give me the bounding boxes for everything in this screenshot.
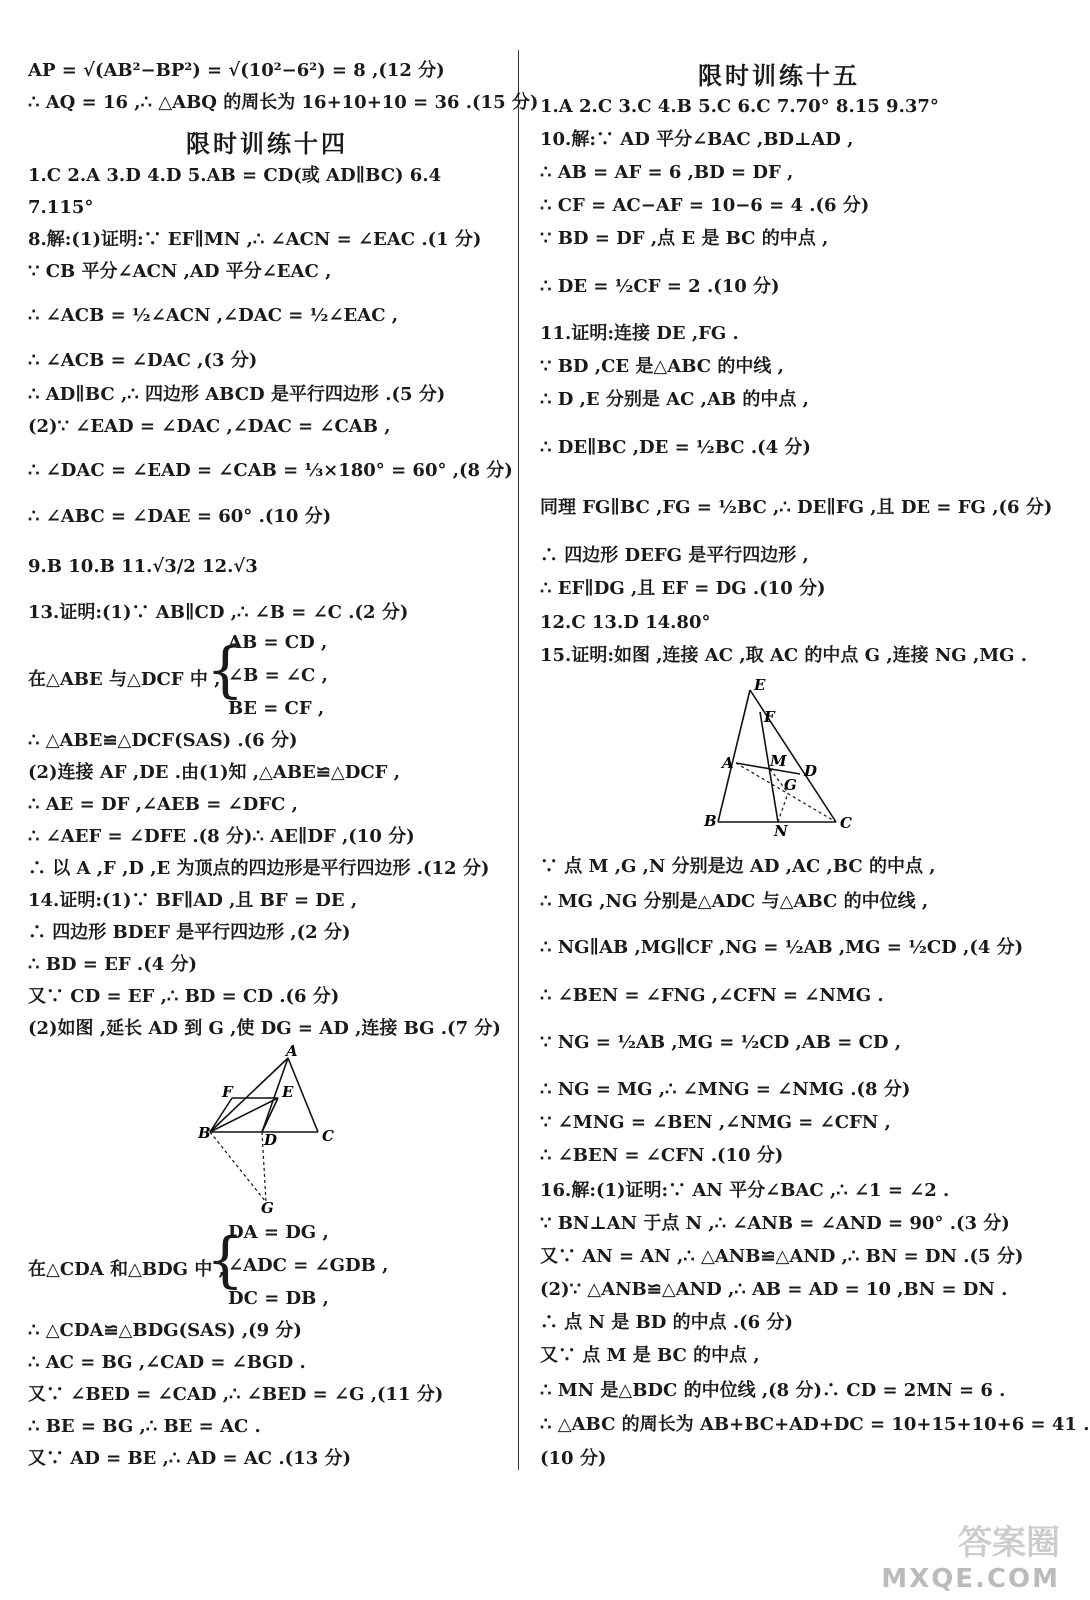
fig-label: A (722, 754, 734, 772)
text-line: ∵ BN⊥AN 于点 N ,∴ ∠ANB = ∠AND = 90° .(3 分) (540, 1213, 1010, 1234)
text-line: ∴ 以 A ,F ,D ,E 为顶点的四边形是平行四边形 .(12 分) (28, 858, 490, 879)
text-line: ∴ ∠BEN = ∠FNG ,∠CFN = ∠NMG . (540, 985, 884, 1006)
answer-line: 12.C 13.D 14.80° (540, 612, 711, 633)
brace-label: 在△ABE 与△DCF 中 , (28, 669, 221, 690)
text-line: (2)如图 ,延长 AD 到 G ,使 DG = AD ,连接 BG .(7 分) (28, 1018, 501, 1039)
text-line: ∴ AB = AF = 6 ,BD = DF , (540, 162, 794, 183)
brace-item: DC = DB , (228, 1288, 329, 1309)
answer-line: 1.C 2.A 3.D 4.D 5.AB = CD(或 AD∥BC) 6.4 (28, 165, 442, 186)
fig-label: F (764, 708, 775, 726)
text-line: (2)∵ △ANB≌△AND ,∴ AB = AD = 10 ,BN = DN . (540, 1279, 1008, 1300)
condition-brace-2 (28, 1222, 448, 1312)
text-line: ∵ NG = ½AB ,MG = ½CD ,AB = CD , (540, 1032, 902, 1053)
text-line: ∵ BD = DF ,点 E 是 BC 的中点 , (540, 228, 829, 249)
fig-label: B (704, 812, 717, 830)
text-line: ∴ BE = BG ,∴ BE = AC . (28, 1416, 261, 1437)
fig-label: N (774, 822, 788, 840)
text-line: ∴ △ABE≌△DCF(SAS) .(6 分) (28, 730, 298, 751)
text-line: ∵ CB 平分∠ACN ,AD 平分∠EAC , (28, 261, 332, 282)
text-line: ∴ DE = ½CF = 2 .(10 分) (540, 276, 780, 297)
text-line: (2)连接 AF ,DE .由(1)知 ,△ABE≌△DCF , (28, 762, 400, 783)
text-line: AP = √(AB²−BP²) = √(10²−6²) = 8 ,(12 分) (28, 60, 445, 81)
text-line: 10.解:∵ AD 平分∠BAC ,BD⊥AD , (540, 129, 854, 150)
brace-symbol: { (206, 635, 245, 705)
text-line: ∴ 四边形 BDEF 是平行四边形 ,(2 分) (28, 922, 351, 943)
text-line: ∴ BD = EF .(4 分) (28, 954, 198, 975)
fig-label: F (222, 1083, 233, 1101)
text-line: ∴ 四边形 DEFG 是平行四边形 , (540, 545, 809, 566)
fig-label: A (286, 1045, 298, 1060)
text-line: ∴ AC = BG ,∠CAD = ∠BGD . (28, 1352, 306, 1373)
brace-symbol: { (206, 1225, 245, 1295)
figure-14 (198, 1045, 358, 1215)
fig-label: G (784, 776, 797, 794)
text-line: 14.证明:(1)∵ BF∥AD ,且 BF = DE , (28, 890, 358, 911)
watermark-logo: 答案圈 (958, 1523, 1060, 1563)
text-line: ∴ △ABC 的周长为 AB+BC+AD+DC = 10+15+10+6 = 41 . (540, 1414, 1090, 1435)
answer-line: 1.A 2.C 3.C 4.B 5.C 6.C 7.70° 8.15 9.37° (540, 96, 939, 117)
text-line: 又∵ AN = AN ,∴ △ANB≌△AND ,∴ BN = DN .(5 分) (540, 1246, 1024, 1267)
text-line: ∴ EF∥DG ,且 EF = DG .(10 分) (540, 578, 826, 599)
fig-label: G (261, 1199, 274, 1215)
text-line: 11.证明:连接 DE ,FG . (540, 323, 739, 344)
fig-label: M (770, 752, 787, 770)
text-line: ∴ ∠ACB = ½∠ACN ,∠DAC = ½∠EAC , (28, 305, 399, 326)
brace-label: 在△CDA 和△BDG 中 , (28, 1259, 225, 1280)
text-line: ∵ 点 M ,G ,N 分别是边 AD ,AC ,BC 的中点 , (540, 856, 936, 877)
text-line: ∴ MN 是△BDC 的中位线 ,(8 分)∴ CD = 2MN = 6 . (540, 1380, 1006, 1401)
text-line: ∵ ∠MNG = ∠BEN ,∠NMG = ∠CFN , (540, 1112, 891, 1133)
section-title-15: 限时训练十五 (698, 61, 860, 90)
answer-line: 9.B 10.B 11.√3/2 12.√3 (28, 556, 258, 577)
text-line: ∵ BD ,CE 是△ABC 的中线 , (540, 356, 784, 377)
watermark-url: MXQE.COM (881, 1564, 1060, 1594)
text-line: 15.证明:如图 ,连接 AC ,取 AC 的中点 G ,连接 NG ,MG . (540, 645, 1028, 666)
text-line: ∴ CF = AC−AF = 10−6 = 4 .(6 分) (540, 195, 870, 216)
fig-label: E (282, 1083, 294, 1101)
text-line: 又∵ ∠BED = ∠CAD ,∴ ∠BED = ∠G ,(11 分) (28, 1384, 444, 1405)
text-line: ∴ AQ = 16 ,∴ △ABQ 的周长为 16+10+10 = 36 .(15 分) (28, 92, 539, 113)
brace-item: ∠B = ∠C , (228, 665, 328, 686)
brace-item: DA = DG , (228, 1222, 329, 1243)
text-line: 13.证明:(1)∵ AB∥CD ,∴ ∠B = ∠C .(2 分) (28, 602, 409, 623)
text-line: ∴ ∠ACB = ∠DAC ,(3 分) (28, 350, 258, 371)
brace-item: BE = CF , (228, 698, 325, 719)
figure-15 (698, 676, 868, 841)
text-line: ∴ NG = MG ,∴ ∠MNG = ∠NMG .(8 分) (540, 1079, 911, 1100)
text-line: ∴ ∠BEN = ∠CFN .(10 分) (540, 1145, 784, 1166)
brace-item: AB = CD , (228, 632, 328, 653)
text-line: 又∵ 点 M 是 BC 的中点 , (540, 1345, 760, 1366)
text-line: 同理 FG∥BC ,FG = ½BC ,∴ DE∥FG ,且 DE = FG ,(6 分) (540, 497, 1053, 518)
text-line: ∴ DE∥BC ,DE = ½BC .(4 分) (540, 437, 811, 458)
text-line: ∴ △CDA≌△BDG(SAS) ,(9 分) (28, 1320, 302, 1341)
text-line: ∴ ∠ABC = ∠DAE = 60° .(10 分) (28, 506, 332, 527)
text-line: ∴ NG∥AB ,MG∥CF ,NG = ½AB ,MG = ½CD ,(4 分) (540, 937, 1024, 958)
column-divider (518, 50, 519, 1470)
text-line: ∴ 点 N 是 BD 的中点 .(6 分) (540, 1312, 793, 1333)
fig-label: E (754, 676, 766, 694)
text-line: 又∵ CD = EF ,∴ BD = CD .(6 分) (28, 986, 340, 1007)
text-line: 16.解:(1)证明:∵ AN 平分∠BAC ,∴ ∠1 = ∠2 . (540, 1180, 950, 1201)
condition-brace-1 (28, 632, 428, 722)
fig-label: D (804, 762, 818, 780)
fig-label: C (322, 1127, 334, 1145)
fig-label: B (198, 1124, 211, 1142)
text-line: ∴ MG ,NG 分别是△ADC 与△ABC 的中位线 , (540, 891, 929, 912)
text-line: ∴ D ,E 分别是 AC ,AB 的中点 , (540, 389, 809, 410)
text-line: (2)∵ ∠EAD = ∠DAC ,∠DAC = ∠CAB , (28, 416, 391, 437)
answer-line: 7.115° (28, 197, 94, 218)
text-line: 又∵ AD = BE ,∴ AD = AC .(13 分) (28, 1448, 352, 1469)
text-line: ∴ ∠DAC = ∠EAD = ∠CAB = ⅓×180° = 60° ,(8 分) (28, 460, 513, 481)
section-title-14: 限时训练十四 (186, 129, 348, 158)
text-line: ∴ AD∥BC ,∴ 四边形 ABCD 是平行四边形 .(5 分) (28, 384, 446, 405)
text-line: 8.解:(1)证明:∵ EF∥MN ,∴ ∠ACN = ∠EAC .(1 分) (28, 229, 482, 250)
fig-label: D (264, 1131, 278, 1149)
fig-label: C (840, 814, 852, 832)
brace-item: ∠ADC = ∠GDB , (228, 1255, 389, 1276)
text-line: (10 分) (540, 1448, 607, 1469)
text-line: ∴ ∠AEF = ∠DFE .(8 分)∴ AE∥DF ,(10 分) (28, 826, 415, 847)
text-line: ∴ AE = DF ,∠AEB = ∠DFC , (28, 794, 298, 815)
